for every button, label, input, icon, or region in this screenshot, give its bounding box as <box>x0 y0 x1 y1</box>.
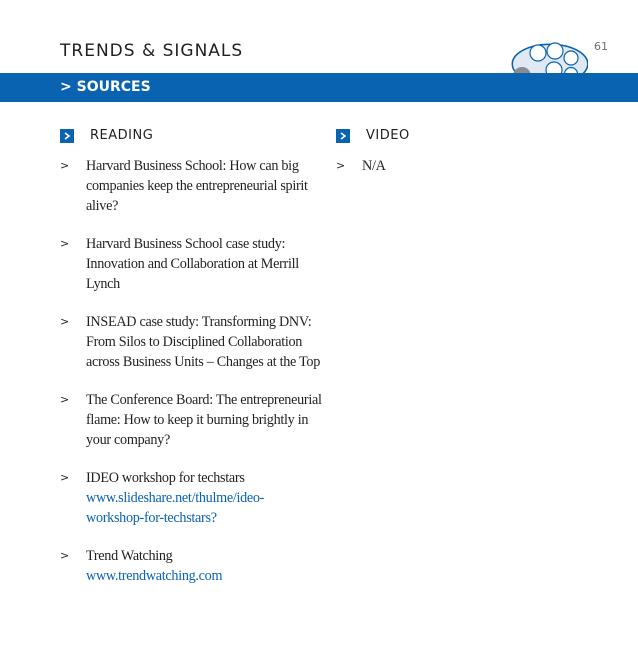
reading-list <box>60 156 322 604</box>
bullet-marker: > <box>60 159 69 172</box>
reading-heading <box>60 128 153 143</box>
reading-heading-label: READING <box>90 128 154 143</box>
list-item <box>60 156 322 216</box>
list-item <box>60 468 322 528</box>
bullet-marker: > <box>60 237 69 250</box>
list-item <box>60 390 322 450</box>
item-link[interactable]: www.trendwatching.com <box>86 568 223 584</box>
list-item <box>60 234 322 294</box>
list-item <box>60 312 322 372</box>
bullet-marker: > <box>60 315 69 328</box>
video-list <box>336 156 598 194</box>
bullet-marker: > <box>60 471 69 484</box>
page-number: 61 <box>594 40 608 53</box>
section-band <box>0 73 638 102</box>
chevron-right-icon <box>336 129 350 143</box>
item-title: Harvard Business School: How can big companies keep the entrepreneurial spirit alive? <box>86 158 308 214</box>
bullet-marker: > <box>60 393 69 406</box>
bullet-marker: > <box>60 549 69 562</box>
bullet-marker: > <box>336 159 345 172</box>
list-item <box>336 156 598 176</box>
item-title: N/A <box>362 158 386 174</box>
video-heading <box>336 128 410 143</box>
item-link[interactable]: www.slideshare.net/thulme/ideo-workshop-for-techstars? <box>86 490 265 526</box>
page-title: TRENDS & SIGNALS <box>60 41 244 61</box>
item-title: Trend Watching <box>86 548 173 564</box>
list-item <box>60 546 322 586</box>
section-title: > SOURCES <box>60 79 151 95</box>
item-title: INSEAD case study: Transforming DNV: From Silos to Disciplined Collaboration across Business Units – Changes at the Top <box>86 314 321 370</box>
chevron-right-icon <box>60 129 74 143</box>
item-title: Harvard Business School case study: Innovation and Collaboration at Merrill Lynch <box>86 236 299 292</box>
video-heading-label: VIDEO <box>366 128 410 143</box>
item-title: The Conference Board: The entrepreneurial flame: How to keep it burning brightly in your company? <box>86 392 322 448</box>
item-title: IDEO workshop for techstars <box>86 470 245 486</box>
